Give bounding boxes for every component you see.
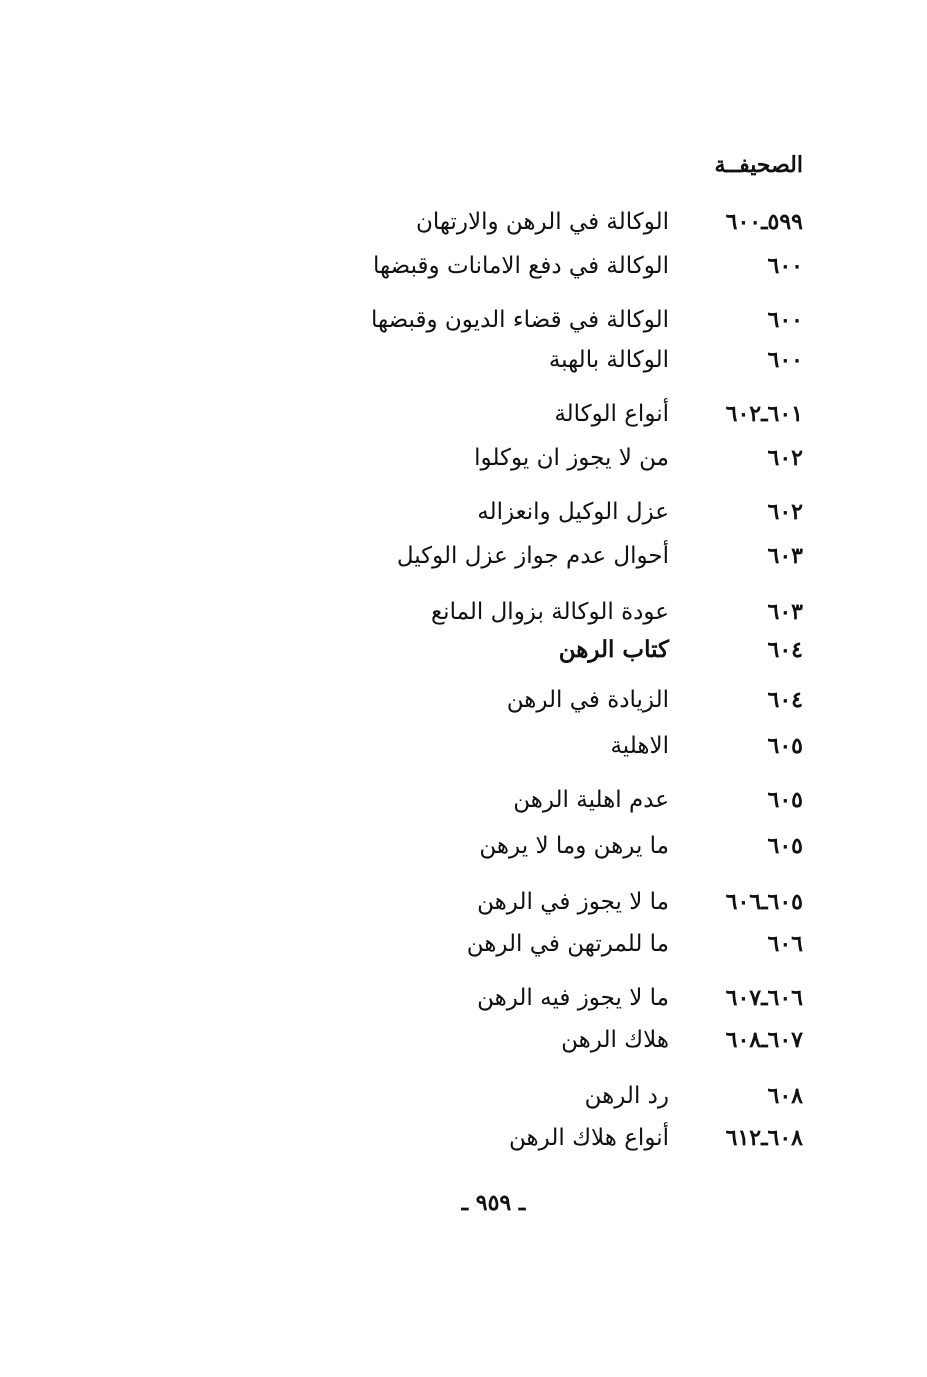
entry-pages: ٦٠٨ـ٦١٢ <box>725 1125 803 1151</box>
entry-title: ما لا يجوز فيه الرهن <box>477 985 669 1011</box>
index-entry <box>0 338 927 382</box>
entry-pages: ٦٠٠ <box>767 347 803 373</box>
page-number-text: ـ ٩٥٩ ـ <box>461 1190 526 1216</box>
index-entry <box>0 824 927 868</box>
entry-pages: ٦٠٦ <box>767 931 803 957</box>
index-entry <box>0 1074 927 1118</box>
page-number <box>0 1190 927 1216</box>
index-entry <box>0 1018 927 1062</box>
index-entry <box>0 724 927 768</box>
entry-title: أحوال عدم جواز عزل الوكيل <box>396 543 669 569</box>
entry-title: الوكالة في الرهن والارتهان <box>415 209 669 235</box>
index-entry <box>0 1116 927 1160</box>
entry-title: هلاك الرهن <box>561 1027 669 1053</box>
entry-pages: ٦٠٢ <box>767 445 803 471</box>
entry-title: عدم اهلية الرهن <box>513 787 669 813</box>
entry-pages: ٦٠٥ <box>767 733 803 759</box>
entry-title: عودة الوكالة بزوال المانع <box>430 599 669 625</box>
entry-title: ما لا يجوز في الرهن <box>477 889 669 915</box>
entry-pages: ٦٠٢ <box>767 499 803 525</box>
entry-pages: ٦٠٨ <box>767 1083 803 1109</box>
entry-pages: ٦٠١ـ٦٠٢ <box>725 401 803 427</box>
entry-title: الاهلية <box>610 733 669 759</box>
entry-title: أنواع هلاك الرهن <box>509 1125 669 1151</box>
entry-title: رد الرهن <box>584 1083 669 1109</box>
entry-title: الوكالة بالهبة <box>548 347 669 373</box>
column-header: الصحيفــة <box>714 152 803 178</box>
index-entry <box>0 392 927 436</box>
index-entry <box>0 628 927 672</box>
entry-pages: ٦٠٦ـ٦٠٧ <box>725 985 803 1011</box>
entry-title: ما للمرتهن في الرهن <box>466 931 669 957</box>
entry-pages: ٦٠٣ <box>767 543 803 569</box>
entry-title: الوكالة في دفع الامانات وقبضها <box>373 253 669 279</box>
index-entry <box>0 678 927 722</box>
index-entry <box>0 298 927 342</box>
entry-pages: ٦٠٥ <box>767 787 803 813</box>
entry-pages: ٦٠٠ <box>767 253 803 279</box>
entry-pages: ٦٠٠ <box>767 307 803 333</box>
index-entry <box>0 880 927 924</box>
entry-pages: ٦٠٤ <box>767 637 803 663</box>
index-entry <box>0 778 927 822</box>
entry-pages: ٦٠٥ <box>767 833 803 859</box>
entry-pages: ٥٩٩ـ٦٠٠ <box>725 209 803 235</box>
entry-title: الزيادة في الرهن <box>506 687 669 713</box>
entry-pages: ٦٠٤ <box>767 687 803 713</box>
index-entry <box>0 436 927 480</box>
entry-title: أنواع الوكالة <box>554 401 669 427</box>
entry-title: ما يرهن وما لا يرهن <box>479 833 669 859</box>
index-entry <box>0 922 927 966</box>
index-entry <box>0 200 927 244</box>
index-entry <box>0 244 927 288</box>
entry-title: كتاب الرهن <box>558 636 669 663</box>
index-entry <box>0 534 927 578</box>
index-entry <box>0 976 927 1020</box>
entry-pages: ٦٠٧ـ٦٠٨ <box>725 1027 803 1053</box>
entry-pages: ٦٠٥ـ٦٠٦ <box>725 889 803 915</box>
entry-title: عزل الوكيل وانعزاله <box>477 499 669 525</box>
entry-title: من لا يجوز ان يوكلوا <box>474 445 669 471</box>
entry-pages: ٦٠٣ <box>767 599 803 625</box>
index-entry <box>0 490 927 534</box>
entry-title: الوكالة في قضاء الديون وقبضها <box>371 307 669 333</box>
